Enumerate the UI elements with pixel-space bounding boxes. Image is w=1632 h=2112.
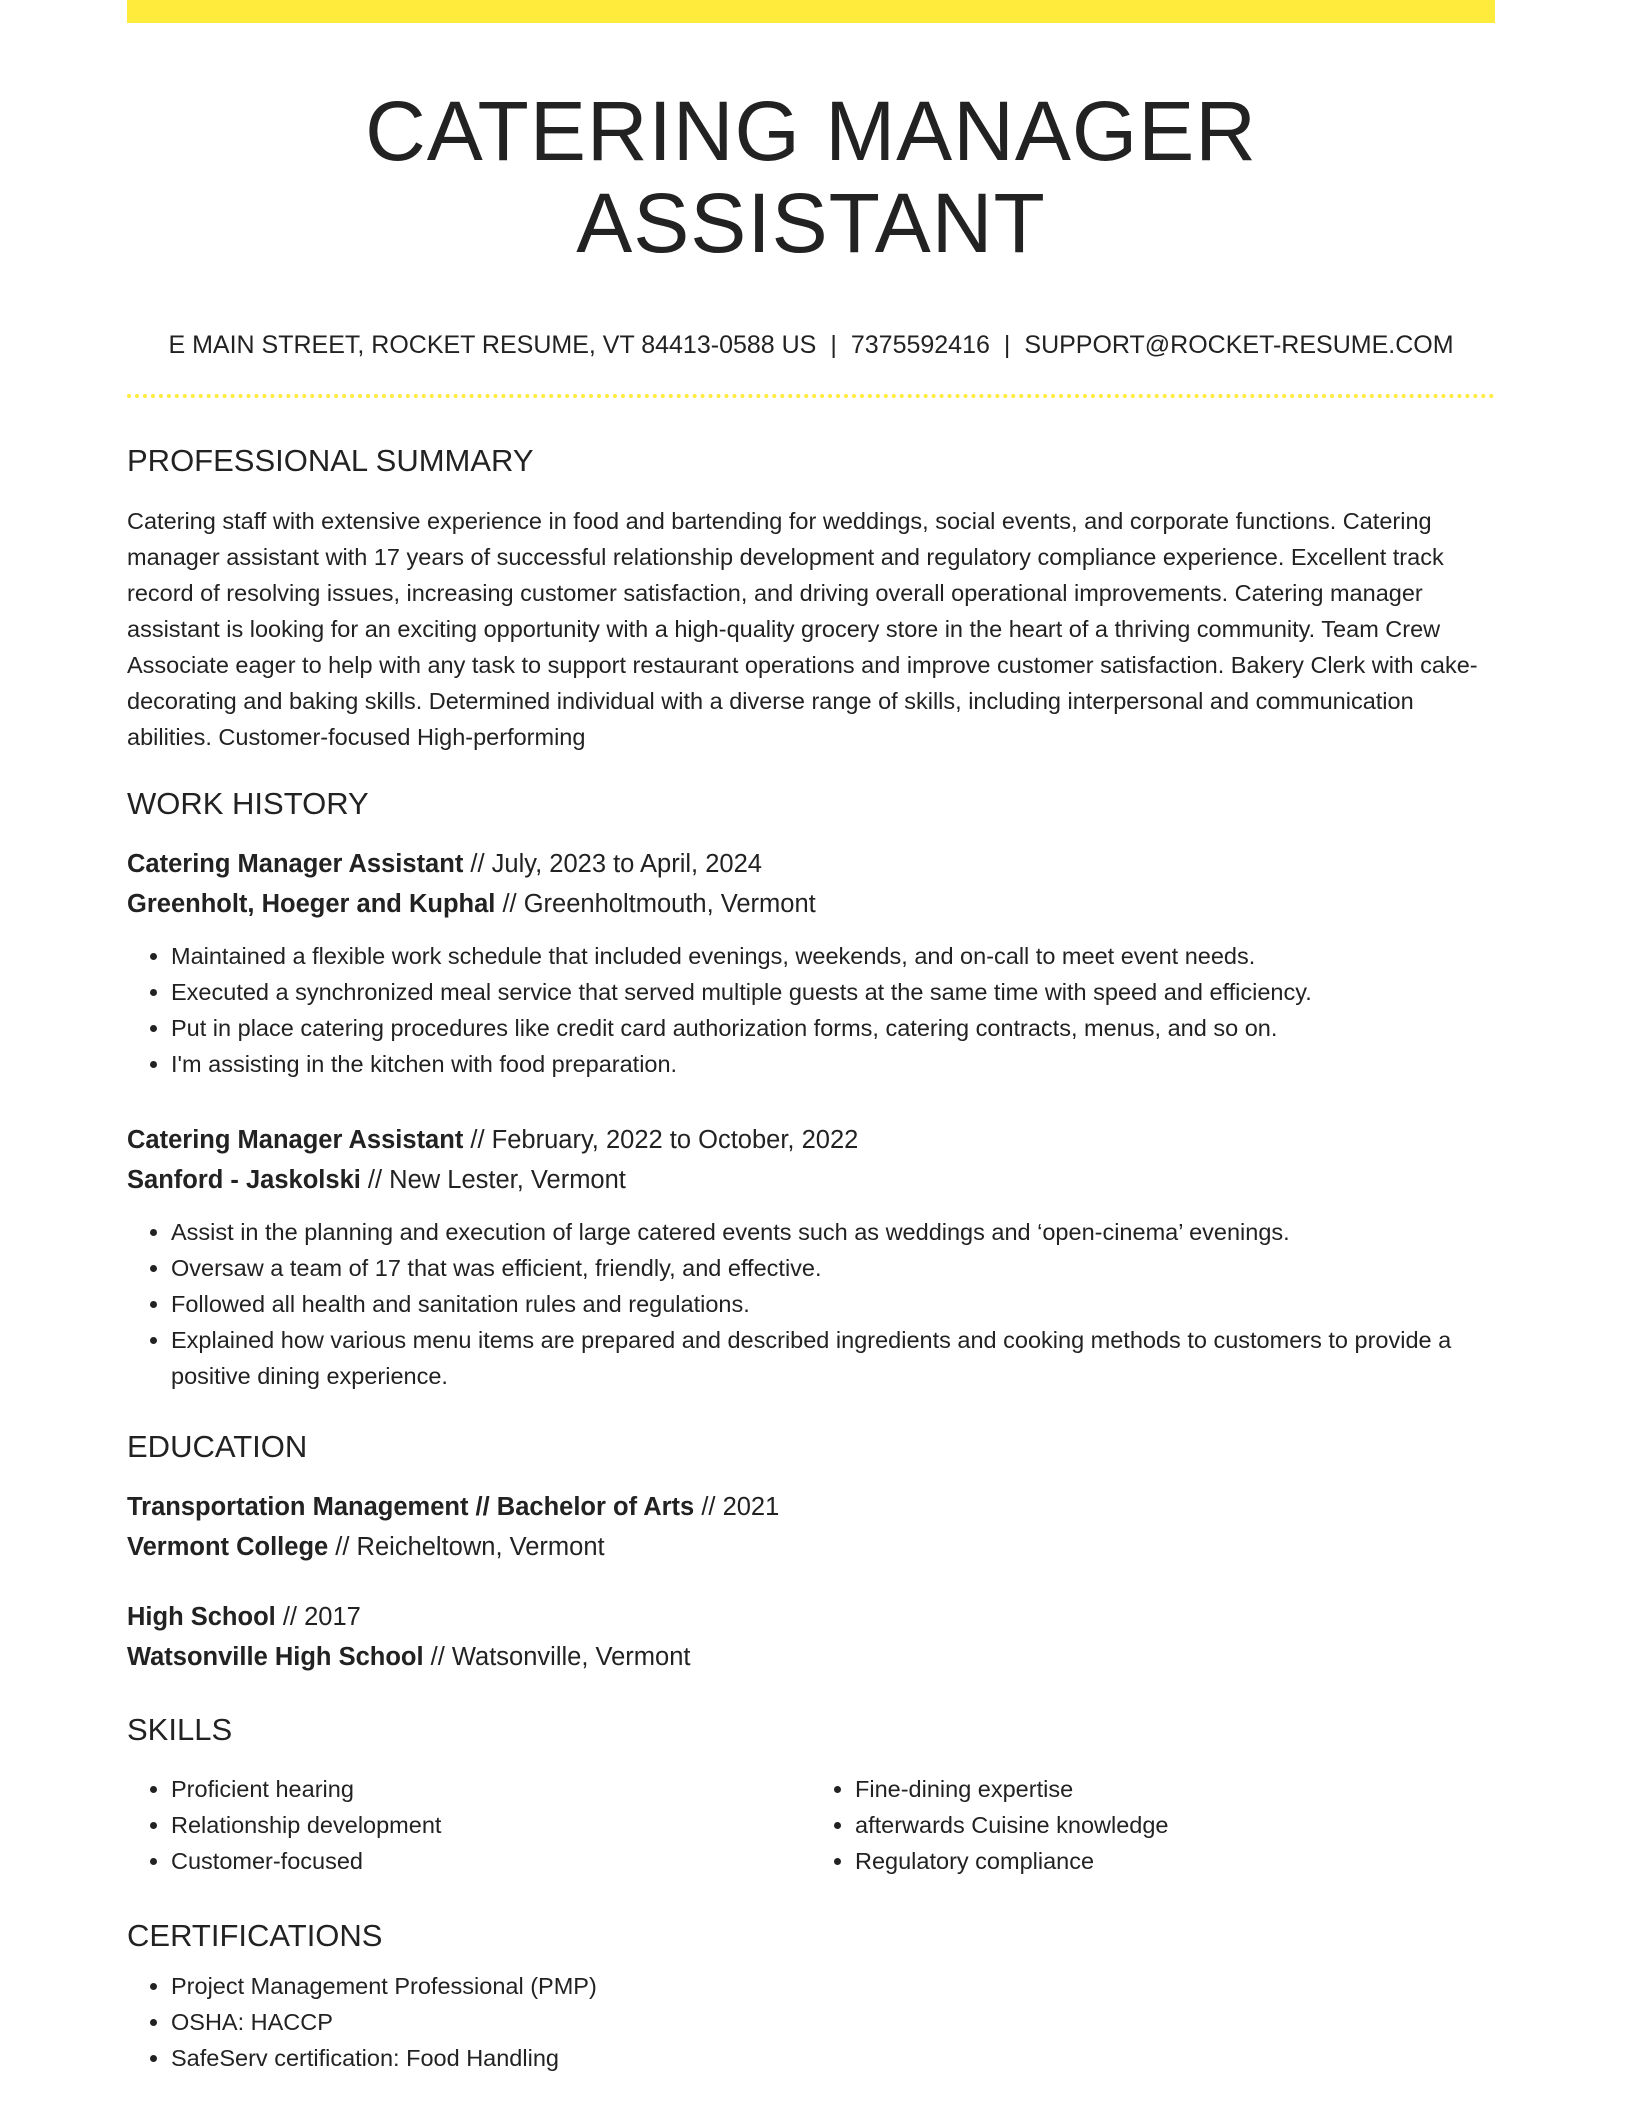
section-title-skills: SKILLS <box>127 1712 233 1748</box>
graduation-year: // 2017 <box>275 1603 361 1632</box>
list-item: • OSHA: HACCP <box>171 2004 1495 2040</box>
job-entry <box>127 844 1495 1082</box>
contact-separator: | <box>830 330 837 359</box>
job-role-line <box>127 844 1495 884</box>
list-item: • afterwards Cuisine knowledge <box>855 1807 1495 1843</box>
graduation-year: // 2021 <box>694 1493 780 1522</box>
section-title-summary: PROFESSIONAL SUMMARY <box>127 442 534 478</box>
certifications-list <box>127 1968 1495 2076</box>
skills-list-right <box>811 1771 1495 1879</box>
list-item: • Assist in the planning and execution of large catered events such as weddings and ‘open-cinema’ evenings. <box>171 1214 1495 1250</box>
job-dates: // July, 2023 to April, 2024 <box>463 850 762 879</box>
degree: High School <box>127 1603 276 1632</box>
list-item: • Oversaw a team of 17 that was efficient, friendly, and effective. <box>171 1250 1495 1286</box>
degree-line <box>127 1487 1495 1527</box>
resume-page <box>127 0 1495 2076</box>
section-title-certifications: CERTIFICATIONS <box>127 1917 383 1953</box>
education-entry <box>127 1597 1495 1677</box>
candidate-name: CATERING MANAGER ASSISTANT <box>365 84 1257 271</box>
list-item: • Customer-focused <box>171 1843 811 1879</box>
education-entry <box>127 1487 1495 1567</box>
contact-email: SUPPORT@ROCKET-RESUME.COM <box>1024 330 1454 359</box>
list-item: • I'm assisting in the kitchen with food preparation. <box>171 1046 1495 1082</box>
list-item: • Regulatory compliance <box>855 1843 1495 1879</box>
job-location: // Greenholtmouth, Vermont <box>495 890 816 919</box>
skills-grid <box>127 1771 1495 1879</box>
job-role: Catering Manager Assistant <box>127 850 464 879</box>
list-item: • Project Management Professional (PMP) <box>171 1968 1495 2004</box>
school-location: // Watsonville, Vermont <box>423 1643 691 1672</box>
list-item: • Proficient hearing <box>171 1771 811 1807</box>
job-role: Catering Manager Assistant <box>127 1126 464 1155</box>
list-item: • Followed all health and sanitation rules and regulations. <box>171 1286 1495 1322</box>
job-duties-list <box>127 1214 1495 1394</box>
job-duties-list <box>127 938 1495 1082</box>
list-item: • Explained how various menu items are prepared and described ingredients and cooking methods to customers to provide a positive dining experience. <box>171 1322 1495 1394</box>
job-company-line <box>127 884 1495 924</box>
job-role-line <box>127 1120 1495 1160</box>
list-item: • Put in place catering procedures like credit card authorization forms, catering contracts, menus, and so on. <box>171 1010 1495 1046</box>
job-company: Greenholt, Hoeger and Kuphal <box>127 890 496 919</box>
degree: Transportation Management // Bachelor of Arts <box>127 1493 695 1522</box>
contact-separator: | <box>1003 330 1011 359</box>
list-item: • Relationship development <box>171 1807 811 1843</box>
school-name: Watsonville High School <box>127 1643 424 1672</box>
list-item: • SafeServ certification: Food Handling <box>171 2040 1495 2076</box>
contact-address: E MAIN STREET, ROCKET RESUME, VT 84413-0588 US <box>168 330 817 359</box>
section-title-work-history: WORK HISTORY <box>127 785 369 821</box>
section-title-education: EDUCATION <box>127 1429 308 1465</box>
list-item: • Fine-dining expertise <box>855 1771 1495 1807</box>
contact-phone: 7375592416 <box>850 330 990 359</box>
degree-line <box>127 1597 1495 1637</box>
list-item: • Executed a synchronized meal service that served multiple guests at the same time with speed and efficiency. <box>171 974 1495 1010</box>
job-company-line <box>127 1160 1495 1200</box>
school-location: // Reicheltown, Vermont <box>328 1533 605 1562</box>
list-item: • Maintained a flexible work schedule that included evenings, weekends, and on-call to meet event needs. <box>171 938 1495 974</box>
school-name: Vermont College <box>127 1533 329 1562</box>
school-line <box>127 1527 1495 1567</box>
top-accent-bar <box>127 0 1495 23</box>
job-location: // New Lester, Vermont <box>360 1166 626 1195</box>
job-entry <box>127 1120 1495 1394</box>
job-dates: // February, 2022 to October, 2022 <box>463 1126 859 1155</box>
skills-list-left <box>127 1771 811 1879</box>
contact-line <box>127 330 1495 360</box>
dotted-divider <box>127 394 1495 398</box>
school-line <box>127 1637 1495 1677</box>
job-company: Sanford - Jaskolski <box>127 1166 361 1195</box>
summary-text: Catering staff with extensive experience in food and bartending for weddings, social events, and corporate functions. Catering manager assistant with 17 years of successful relationship development and regulatory compliance experience. Excellent track record of resolving issues, increasing customer satisfaction, and driving overall operational improvements. Catering manager assistant is looking for an exciting opportunity with a high-quality grocery store in the heart of a thriving community. Team Crew Associate eager to help with any task to support restaurant operations and improve customer satisfaction. Bakery Clerk with cake-decorating and baking skills. Determined individual with a diverse range of skills, including interpersonal and communication abilities. Customer-focused High-performing <box>127 507 1478 750</box>
